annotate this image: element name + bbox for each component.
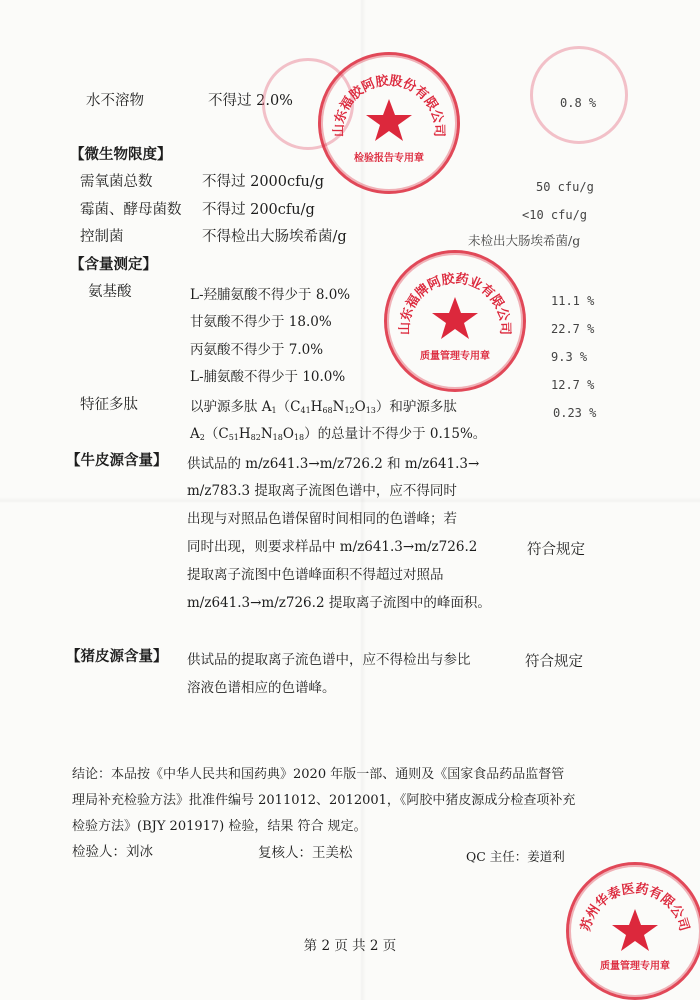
aerobic-result: 50 cfu/g xyxy=(536,180,594,194)
aerobic-limit: 不得过 2000cfu/g xyxy=(202,174,325,190)
seal-bottom-subtext: 质量管理专用章 xyxy=(600,961,670,972)
qc-signature: QC 主任：姜道利 xyxy=(466,849,565,864)
seal-top-text: 山东福胶阿胶股份有限公司 xyxy=(331,73,447,138)
mold-label: 霉菌、酵母菌数 xyxy=(80,202,182,218)
peptide-result: 0.23 % xyxy=(553,406,597,420)
amino-result-hyp: 11.1 % xyxy=(551,294,595,308)
conclusion-line3: 检验方法》(BJY 201917) 检验，结果 符合 规定。 xyxy=(72,819,367,834)
control-limit: 不得检出大肠埃希菌/g xyxy=(202,229,347,245)
amino-limit-pro: L-脯氨酸不得少于 10.0% xyxy=(190,369,346,385)
control-label: 控制菌 xyxy=(80,229,124,245)
seal-top-subtext: 检验报告专用章 xyxy=(354,153,424,164)
amino-result-ala: 9.3 % xyxy=(551,350,588,364)
aerobic-label: 需氧菌总数 xyxy=(80,174,153,190)
bovine-text-line4: 同时出现，则要求样品中 m/z641.3→m/z726.2 xyxy=(187,539,478,555)
inspector-signature: 检验人：刘冰 xyxy=(72,844,153,860)
seal-middle-subtext: 质量管理专用章 xyxy=(420,351,490,362)
bovine-text-line1: 供试品的 m/z641.3→m/z726.2 和 m/z641.3→ xyxy=(187,456,480,472)
control-result: 未检出大肠埃希菌/g xyxy=(468,233,581,248)
porcine-result: 符合规定 xyxy=(525,654,583,670)
company-seal-middle xyxy=(384,250,526,392)
company-seal-top xyxy=(318,52,460,194)
amino-limit-hyp: L-羟脯氨酸不得少于 8.0% xyxy=(190,287,351,303)
conclusion-line2: 理局补充检验方法》批准件编号 2011012、2012001，《阿胶中猪皮源成分检查项补充 xyxy=(72,793,576,808)
insoluble-label: 水不溶物 xyxy=(86,93,144,109)
company-seal-bottom xyxy=(566,862,700,1000)
micro-section-header: 【微生物限度】 xyxy=(70,146,172,163)
amino-result-gly: 22.7 % xyxy=(551,322,595,336)
bovine-text-line2: m/z783.3 提取离子流图色谱中，应不得同时 xyxy=(187,483,457,499)
seal-middle-text: 山东福牌阿胶药业有限公司 xyxy=(397,271,513,336)
mold-limit: 不得过 200cfu/g xyxy=(202,202,315,218)
amino-limit-gly: 甘氨酸不得少于 18.0% xyxy=(190,314,332,330)
conclusion-line1: 结论：本品按《中华人民共和国药典》2020 年版一部、通则及《国家食品药品监督管 xyxy=(72,767,565,782)
bovine-text-line5: 提取离子流图中色谱峰面积不得超过对照品 xyxy=(187,567,444,583)
page-number: 第 2 页 共 2 页 xyxy=(303,938,397,954)
peptide-label: 特征多肽 xyxy=(80,397,138,413)
bovine-section-header: 【牛皮源含量】 xyxy=(66,452,168,469)
content-section-header: 【含量测定】 xyxy=(70,256,157,273)
reviewer-signature: 复核人：王美松 xyxy=(258,845,353,861)
peptide-limit-line2: $A_2(C_{51}H_{82}N_{18}O_{18})$的总量计不得少于 0.15%。 xyxy=(190,426,487,442)
insoluble-limit: 不得过 2.0% xyxy=(208,93,293,109)
peptide-limit-line1: 以驴源多肽 $A_1(C_{41}H_{68}N_{12}O_{13})$和驴源多肽 xyxy=(190,399,457,415)
faint-seal-right xyxy=(530,46,628,144)
porcine-text-line1: 供试品的提取离子流色谱中，应不得检出与参比 xyxy=(187,652,471,668)
amino-label: 氨基酸 xyxy=(88,284,132,300)
bovine-result: 符合规定 xyxy=(527,542,585,558)
bovine-text-line3: 出现与对照品色谱保留时间相同的色谱峰；若 xyxy=(187,511,457,527)
amino-limit-ala: 丙氨酸不得少于 7.0% xyxy=(190,342,324,358)
bovine-text-line6: m/z641.3→m/z726.2 提取离子流图中的峰面积。 xyxy=(187,595,491,611)
mold-result: <10 cfu/g xyxy=(522,208,588,222)
porcine-section-header: 【猪皮源含量】 xyxy=(66,648,168,665)
amino-result-pro: 12.7 % xyxy=(551,378,595,392)
seal-bottom-text: 苏州华泰医药有限公司 xyxy=(578,881,692,934)
insoluble-result: 0.8 % xyxy=(560,96,597,110)
porcine-text-line2: 溶液色谱相应的色谱峰。 xyxy=(187,680,336,696)
